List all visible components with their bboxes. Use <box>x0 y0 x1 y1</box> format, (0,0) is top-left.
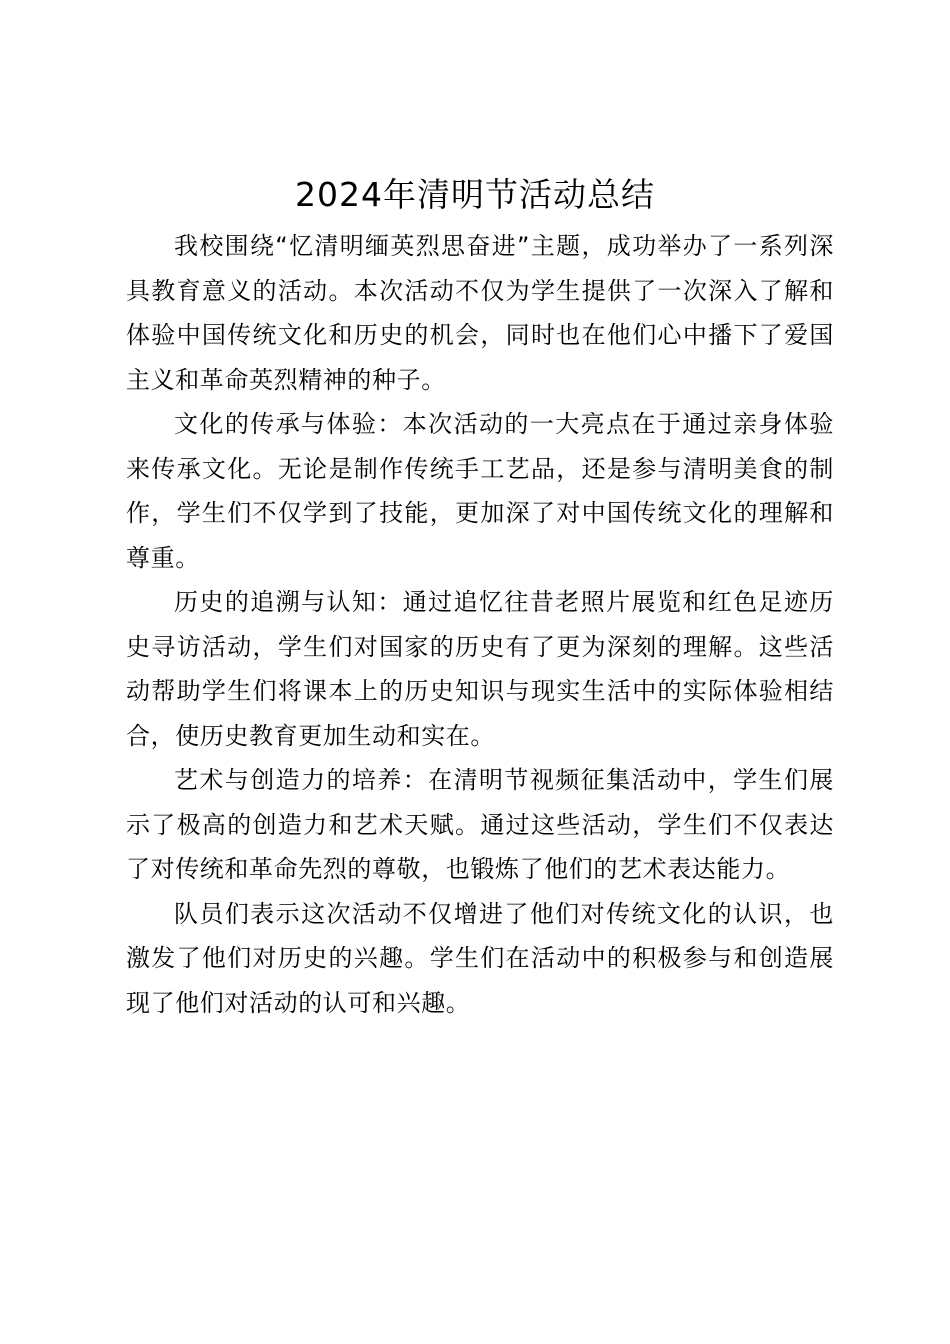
paragraph-art: 艺术与创造力的培养：在清明节视频征集活动中，学生们展示了极高的创造力和艺术天赋。通过这些活动，学生们不仅表达了对传统和革命先烈的尊敬，也锻炼了他们的艺术表达能力。 <box>126 766 834 883</box>
paragraph-history: 历史的追溯与认知：通过追忆往昔老照片展览和红色足迹历史寻访活动，学生们对国家的历史有了更为深刻的理解。这些活动帮助学生们将课本上的历史知识与现实生活中的实际体验相结合，使历史教育更加生动和实在。 <box>126 588 834 750</box>
paragraph-intro: 我校围绕“忆清明缅英烈思奋进”主题，成功举办了一系列深具教育意义的活动。本次活动不仅为学生提供了一次深入了解和体验中国传统文化和历史的机会，同时也在他们心中播下了爱国主义和革命英烈精神的种子。 <box>126 232 834 394</box>
paragraph-conclusion: 队员们表示这次活动不仅增进了他们对传统文化的认识，也激发了他们对历史的兴趣。学生们在活动中的积极参与和创造展现了他们对活动的认可和兴趣。 <box>126 899 834 1017</box>
document-title: 2024年清明节活动总结 <box>295 175 655 214</box>
paragraph-culture: 文化的传承与体验：本次活动的一大亮点在于通过亲身体验来传承文化。无论是制作传统手工艺品，还是参与清明美食的制作，学生们不仅学到了技能，更加深了对中国传统文化的理解和尊重。 <box>126 410 834 572</box>
document-body <box>126 224 834 1025</box>
